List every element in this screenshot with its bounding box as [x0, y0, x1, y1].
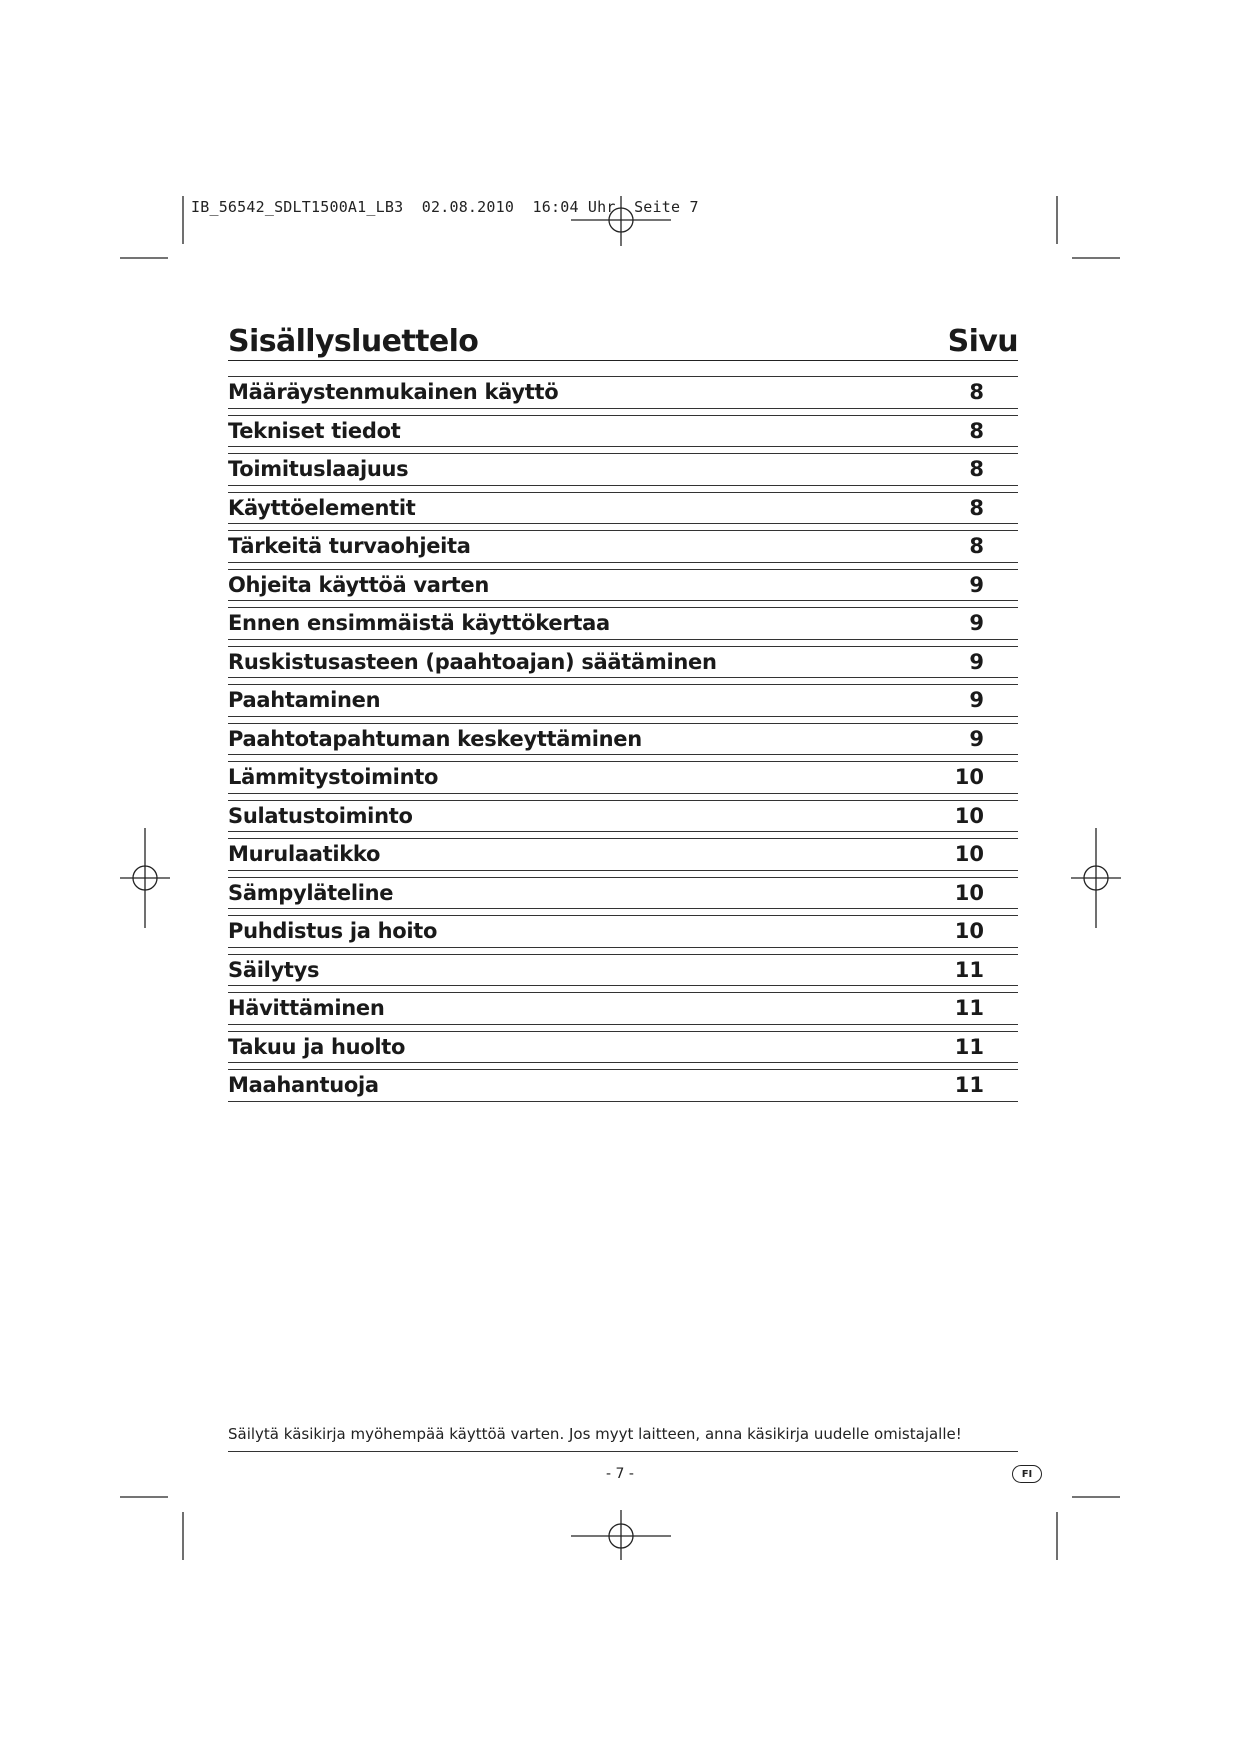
toc-entry[interactable] [228, 1069, 1018, 1102]
toc-entry[interactable] [228, 954, 1018, 987]
toc-entry[interactable] [228, 607, 1018, 640]
toc-entry[interactable] [228, 992, 1018, 1025]
toc-entry[interactable] [228, 646, 1018, 679]
toc-entry[interactable] [228, 492, 1018, 525]
toc-entry-label: Tekniset tiedot [228, 418, 401, 443]
toc-header [228, 316, 1018, 361]
toc-entry[interactable] [228, 453, 1018, 486]
toc-entry-page: 10 [954, 919, 984, 944]
toc-entry[interactable] [228, 569, 1018, 602]
toc-entry[interactable] [228, 723, 1018, 756]
toc-entry-label: Puhdistus ja hoito [228, 919, 438, 944]
toc-entry[interactable] [228, 530, 1018, 563]
toc-entry-page: 8 [969, 457, 984, 482]
toc-entry-page: 8 [969, 380, 984, 405]
toc-entry-label: Takuu ja huolto [228, 1034, 406, 1059]
toc-entry[interactable] [228, 877, 1018, 910]
toc-page-heading: Sivu [947, 324, 1018, 359]
toc-entry-label: Määräystenmukainen käyttö [228, 380, 559, 405]
toc-entry-page: 9 [969, 649, 984, 674]
toc-entry-label: Paahtaminen [228, 688, 381, 713]
toc-entry-page: 8 [969, 495, 984, 520]
toc-entry-page: 9 [969, 726, 984, 751]
footer-note: Säilytä käsikirja myöhempää käyttöä varten. Jos myyt laitteen, anna käsikirja uudelle omistajalle! [228, 1425, 1018, 1452]
toc-entry-label: Toimituslaajuus [228, 457, 409, 482]
toc-entry-label: Säilytys [228, 957, 320, 982]
toc-entry-label: Sämpyläteline [228, 880, 394, 905]
toc-entry-page: 11 [954, 1073, 984, 1098]
toc-entry-page: 11 [954, 996, 984, 1021]
toc-entry-page: 10 [954, 880, 984, 905]
toc-entry-page: 9 [969, 611, 984, 636]
toc-entry[interactable] [228, 684, 1018, 717]
toc-entry-page: 10 [954, 765, 984, 790]
toc-entry-page: 10 [954, 842, 984, 867]
toc-entry-page: 9 [969, 572, 984, 597]
toc-entry-label: Murulaatikko [228, 842, 381, 867]
toc-title: Sisällysluettelo [228, 324, 479, 359]
toc-entry-page: 8 [969, 534, 984, 559]
toc-entry[interactable] [228, 376, 1018, 409]
toc-entry-label: Maahantuoja [228, 1073, 379, 1098]
toc-entry[interactable] [228, 415, 1018, 448]
printer-slug-line: IB_56542_SDLT1500A1_LB3 02.08.2010 16:04 Uhr Seite 7 [191, 198, 699, 216]
toc-entry[interactable] [228, 838, 1018, 871]
toc-entry-page: 11 [954, 957, 984, 982]
toc-entry-page: 10 [954, 803, 984, 828]
toc-entry-page: 9 [969, 688, 984, 713]
toc-entry-page: 8 [969, 418, 984, 443]
language-badge: FI [1012, 1465, 1042, 1483]
table-of-contents [228, 316, 1018, 1108]
toc-entry-label: Paahtotapahtuman keskeyttäminen [228, 726, 642, 751]
toc-entry[interactable] [228, 915, 1018, 948]
toc-entry-label: Ohjeita käyttöä varten [228, 572, 489, 597]
toc-entry-label: Lämmitystoiminto [228, 765, 439, 790]
toc-entry-label: Tärkeitä turvaohjeita [228, 534, 471, 559]
toc-entry-label: Ruskistusasteen (paahtoajan) säätäminen [228, 649, 717, 674]
toc-entry[interactable] [228, 800, 1018, 833]
toc-entry-label: Ennen ensimmäistä käyttökertaa [228, 611, 610, 636]
toc-entry[interactable] [228, 1031, 1018, 1064]
toc-entry-page: 11 [954, 1034, 984, 1059]
toc-entry-label: Hävittäminen [228, 996, 385, 1021]
page-number: - 7 - [606, 1466, 634, 1482]
toc-entry-label: Sulatustoiminto [228, 803, 413, 828]
toc-entry[interactable] [228, 761, 1018, 794]
toc-entry-label: Käyttöelementit [228, 495, 416, 520]
